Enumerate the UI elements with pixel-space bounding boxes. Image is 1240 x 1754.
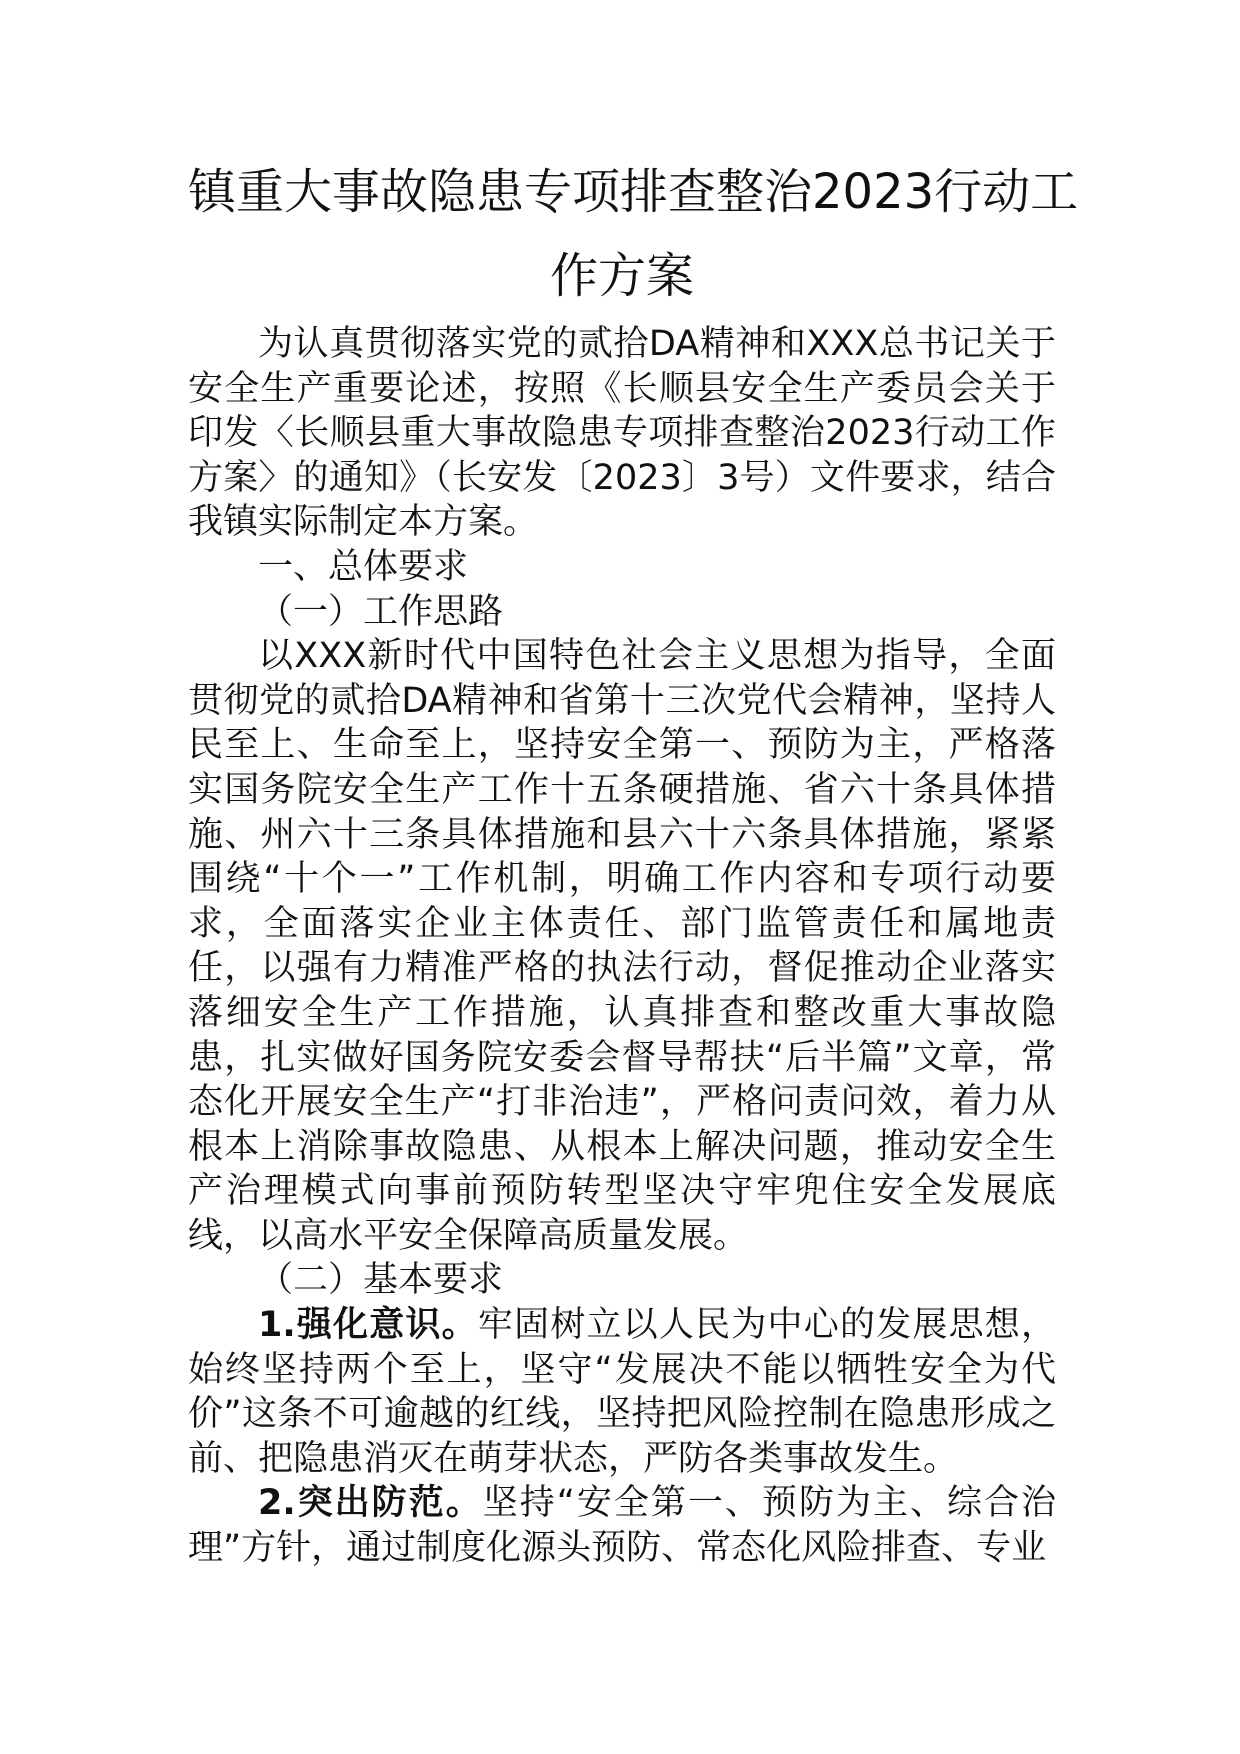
item-2-body: 坚持“安全第一、预防为主、综合治理”方针，通过制度化源头预防、常态化风险排查、专业 <box>188 1483 1056 1569</box>
item-2-lead: 2.突出防范。 <box>258 1483 483 1524</box>
section-1-heading: 一、总体要求 <box>258 546 469 587</box>
subsection-1-paragraph: 以XXX新时代中国特色社会主义思想为指导，全面贯彻党的贰拾DA精神和省第十三次党代会精神，坚持人民至上、生命至上，坚持安全第一、预防为主，严格落实国务院安全生产工作十五条硬措施、省六十条具体措施、州六十三条具体措施和县六十六条具体措施，紧紧围绕“十个一”工作机制，明确工作内容和专项行动要求，全面落实企业主体责任、部门监管责任和属地责任，以强有力精准严格的执法行动，督促推动企业落实落细安全生产工作措施，认真排查和整改重大事故隐患，扎实做好国务院安委会督导帮扶“后半篇”文章，常态化开展安全生产“打非治违”，严格问责问效，着力从根本上消除事故隐患、从根本上解决问题，推动安全生产治理模式向事前预防转型坚决守牢兜住安全发展底线，以高水平安全保障高质量发展。 <box>188 636 1056 1256</box>
subsection-2-heading: （二）基本要求 <box>258 1260 504 1301</box>
item-1-lead: 1.强化意识。 <box>258 1305 478 1346</box>
document-body <box>188 322 1056 1571</box>
item-1-paragraph <box>188 1303 1056 1481</box>
document-page <box>188 150 1079 1571</box>
title-line-2: 作方案 <box>549 248 694 304</box>
subsection-1-heading: （一）工作思路 <box>258 591 504 632</box>
document-title <box>188 150 1079 318</box>
intro-paragraph: 为认真贯彻落实党的贰拾DA精神和XXX总书记关于安全生产重要论述，按照《长顺县安全生产委员会关于印发〈长顺县重大事故隐患专项排查整治2023行动工作方案〉的通知》（长安发〔2023〕3号）文件要求，结合我镇实际制定本方案。 <box>188 324 1056 543</box>
item-2-paragraph <box>188 1481 1056 1570</box>
item-1-body: 牢固树立以人民为中心的发展思想，始终坚持两个至上，坚守“发展决不能以牺牲安全为代价”这条不可逾越的红线，坚持把风险控制在隐患形成之前、把隐患消灭在萌芽状态，严防各类事故发生。 <box>188 1305 1056 1479</box>
title-line-1: 镇重大事故隐患专项排查整治2023行动工 <box>188 164 1079 220</box>
